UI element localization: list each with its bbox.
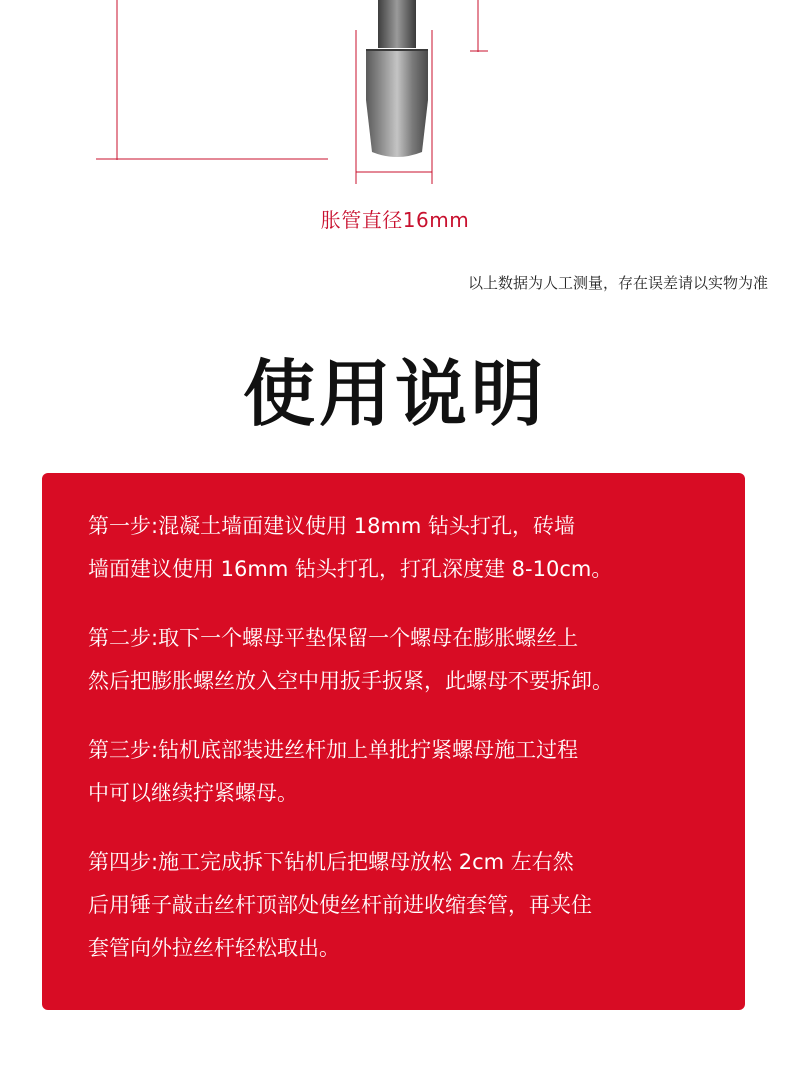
anchor-bolt-illustration	[0, 0, 790, 200]
step-line: 然后把膨胀螺丝放入空中用扳手扳紧，此螺母不要拆卸。	[88, 669, 613, 693]
step-3	[88, 729, 715, 815]
step-4	[88, 841, 715, 970]
step-line: 中可以继续拧紧螺母。	[88, 781, 298, 805]
step-1	[88, 505, 715, 591]
bolt-rod	[378, 0, 416, 48]
step-line: 第一步:混凝土墙面建议使用 18mm 钻头打孔，砖墙	[88, 514, 576, 538]
measurement-disclaimer: 以上数据为人工测量，存在误差请以实物为准	[467, 274, 768, 292]
step-line: 第二步:取下一个螺母平垫保留一个螺母在膨胀螺丝上	[88, 626, 579, 650]
section-title: 使用说明	[242, 352, 547, 436]
dimension-caption: 胀管直径16mm	[320, 208, 470, 232]
step-line: 墙面建议使用 16mm 钻头打孔，打孔深度建 8-10cm。	[88, 557, 613, 581]
product-figure	[0, 0, 790, 200]
instructions-panel	[42, 473, 745, 1010]
bolt-sleeve-tip	[366, 50, 428, 157]
step-line: 第四步:施工完成拆下钻机后把螺母放松 2cm 左右然	[88, 850, 574, 874]
step-line: 套管向外拉丝杆轻松取出。	[88, 936, 340, 960]
step-line: 后用锤子敲击丝杆顶部处使丝杆前进收缩套管，再夹住	[88, 893, 592, 917]
step-line: 第三步:钻机底部装进丝杆加上单批拧紧螺母施工过程	[88, 738, 579, 762]
step-2	[88, 617, 715, 703]
